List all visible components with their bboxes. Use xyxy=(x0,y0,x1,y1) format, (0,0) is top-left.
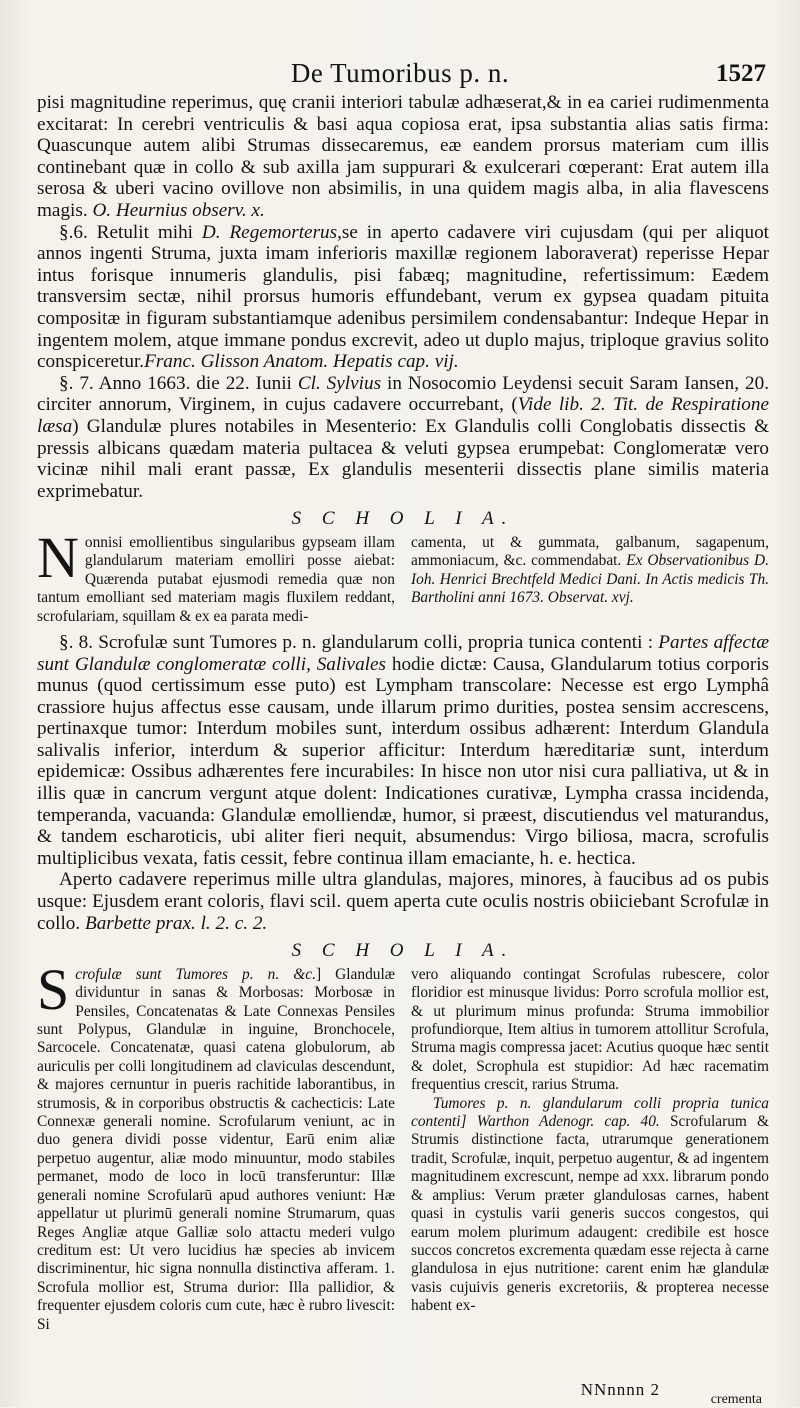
aperto-text: Aperto cadavere reperimus mille ultra glandulas, majores, minores, à faucibus ad os pubis usque: Ejusdem erant coloris, flavi scil. quem aperta cute oculis nostris obiiciebant Scrofulæ in collo. xyxy=(37,869,769,934)
page-number: 1527 xyxy=(716,60,766,87)
section-7-mid: in Nosocomio Leydensi secuit Saram Iansen, 20. circiter annorum, Virginem, in cujus cadavere occurrebant, ( xyxy=(37,372,770,416)
page-title: De Tumoribus p. n. xyxy=(290,58,510,88)
drop-cap-s: S xyxy=(37,956,70,1022)
scholia-heading-1: S C H O L I A. xyxy=(291,508,515,530)
section-8-text: hodie dictæ: Causa, Glandularum totius corporis munus (quod certissimum esse puto) est Lympham transcolare: Necesse est ergo Lymphâ crassiore hujus affectus esse causam, unde illarum primo durities, postea sensim accrescens, pertinaxque tumor: Interdum mobiles sunt, interdum ossibus adhærent: Interdum Glandula salivalis inferior, interdum & superior afficitur: Interdum hæreditariæ sunt, interdum epidemicæ: Ossibus adhærentes fere incurabiles: In hisce non utor nisi cura palliativa, ut & in illis quæ in cancrum vergunt atque dolent: Indicationes curativæ, Lympha crassa incidenda, temperanda, vacuanda: Glandulæ emolliendæ, humor, si præest, discutiendus vel maturandus, & tandem escharoticis, ubi aliter fieri nequit, absumendus: Virgo biliosa, macra, scrofulis multiplicibus vexata, fatis cessit, febre continua illam emaciante, h. e. hectica. xyxy=(37,653,770,869)
scholia-2-left-text: ] Glandulæ dividuntur in sanas & Morbosas: Morbosæ in Pensiles, Concatenatas & Late Connexas Pensiles sunt Polypus, Glandulæ in inguine, Bronchocele, Sarcocele. Concatenatæ, quasi catena globulorum, ab auriculis per colli longitudinem ad claviculas descendunt, & majores cernuntur in pueris rachitide laborantibus, in strumosis, & in corporibus obstructis & cachecticis: Late Connexæ generali nomine. Scrofularum veniunt, ac in duo genera dividi posse videntur, Earū enim aliæ perpetuo augentur, aliæ modo minuuntur, modo stabiles permanet, modo de loco in locū transferuntur: Illæ generali nomine Scrofularū apud authores veniunt: Hæ appellatur ut plurimū generali nomine Strumarum, quas Reges Angliæ atque Galliæ solo attactu mederi vulgo creditum est: Ut vero lucidius hæ species ab invicem discriminentur, hic signa nonnulla distinctiva afferam. 1. Scrofula mollior est, Struma durior: Illa pallidior, & frequenter ejusdem coloris cum cute, hæc è rubro livescit: Si xyxy=(37,965,396,1333)
drop-cap-n: N xyxy=(37,524,79,590)
partes-affectae: Partes affectæ sunt Glandulæ conglomeratæ colli, Salivales xyxy=(37,631,770,675)
cross-reference: Vide lib. 2. Tit. de Respiratione læsa xyxy=(37,394,769,437)
scholia-2-right-text: vero aliquando contingat Scrofulas rubescere, color floridior est minusque lividus: Porro scrofula mollior est, & ut plurimum minus profunda: Struma immobilior profundiorque, Item altius in tumorem attollitur Scrofula, Struma magis compressa jacet: Acutius quoque hæc sentit & dolet, Scrophula est stupidior: Ad hæc racematim frequentius crescit, rarius Struma. xyxy=(411,965,769,1094)
paragraph-1 xyxy=(37,92,769,222)
main-text xyxy=(37,92,769,1334)
signature-mark: NNnnnn 2 xyxy=(580,1380,660,1399)
paragraph-section-7 xyxy=(37,373,769,503)
scholia-2-left-column xyxy=(37,956,396,1334)
citation-barbette: Barbette prax. l. 2. c. 2. xyxy=(84,912,268,934)
paragraph-section-8 xyxy=(37,632,769,870)
section-7-text: ) Glandulæ plures notabiles in Mesenterio: Ex Glandulis colli Conglobatis dissectis & pressis albicans quædam materia pultacea & veluti gypsea erumpebat: Conglomeratæ vero vicinæ nihil mali erant passæ, Ex glandulis mesenterii dissectis plane similis materia exprimebatur. xyxy=(37,415,769,502)
citation-warthon: ] Warthon Adenogr. cap. 40. xyxy=(460,1113,660,1131)
paragraph-1-text: pisi magnitudine reperimus, quę cranii interiori tabulæ adhæserat,& in ea cariei rudimenmenta excitarat: In cerebri ventriculis & basi aqua copiosa erat, ipsa substantia alias satis firma: Quascunque autem alibi Strumas dissecaremus, eæ eandem prorsus materiam cum illis continebant quæ in collo & sub axilla jam suppurari & exulcerari cœperant: Erat autem illa serosa & uberi vacino ovillove non absimilis, in una quidem magis alba, in alia flavescens magis. xyxy=(37,92,769,221)
paragraph-section-6 xyxy=(37,222,769,373)
scholia-2-right-column xyxy=(411,966,769,1316)
scholia-2-columns xyxy=(37,956,770,1334)
scholia-1-right-column xyxy=(411,534,769,608)
section-8-start: §. 8. Scrofulæ sunt Tumores p. n. glandularum colli, propria tunica contenti : xyxy=(59,631,654,653)
scholia-1-left-text: onnisi emollientibus singularibus gypseam illam glandularum materiam emolliri posse aiebat: Quærenda putabat ejusmodi remedia quæ non tantum emolliant sed materiam magis fluxilem reddant, scrofulariam, squillam & ex ea parata medi- xyxy=(37,533,395,625)
catchword: crementa xyxy=(710,1392,762,1407)
paragraph-aperto-cadavere xyxy=(37,869,769,934)
citation-heurnius: O. Heurnius observ. x. xyxy=(92,199,265,221)
citation-brechtfeld: Ex Observationibus D. Ioh. Henrici Brechtfeld Medici Dani. In Actis medicis Th. Bartholini anni 1673. Observat. xvj. xyxy=(411,552,769,607)
scholia-2-right-lemma: Tumores p. n. glandularum colli propria tunica contenti xyxy=(411,1094,769,1131)
author-sylvius: Cl. Sylvius xyxy=(297,372,382,394)
scholia-1-columns xyxy=(37,524,769,626)
author-regemorterus: D. Regemorterus, xyxy=(201,221,342,243)
running-head xyxy=(0,58,800,94)
section-7-start: §. 7. Anno 1663. die 22. Iunii xyxy=(59,372,292,394)
scholia-2-right-text-2: Scrofularum & Strumis distinctione facta, utrarumque generationem tradit, Scrofulæ, inquit, perpetuo augentur, & ad ingentem magnitudinem excrescunt, nempe ad xxx. librarum pondo & amplius: Verum præter glandulosas carnes, habent quasi in cystulis varii generis succos congestos, qui earum molem plurimum adaugent: credibile est hosce succos concretos excrementa quædam esse rejecta à carne glandulosa in ejus nutritione: carent enim hæ glandulæ vasis cujuivis generis excretoriis, & propterea necesse habent ex- xyxy=(411,1113,770,1315)
scholia-1-left-column xyxy=(37,524,395,626)
scholia-2-lemma: crofulæ sunt Tumores p. n. &c. xyxy=(75,965,316,983)
scholia-heading-2: S C H O L I A. xyxy=(291,940,515,962)
citation-glisson: Franc. Glisson Anatom. Hepatis cap. vij. xyxy=(144,351,459,373)
section-6-start: §.6. Retulit mihi xyxy=(59,221,193,243)
scholia-1-right-text: camenta, ut & gummata, galbanum, sagapenum, ammoniacum, &c. commendabat. xyxy=(411,533,769,570)
section-6-text: se in aperto cadavere viri cujusdam (qui per aliquot annos ingenti Struma, juxta imam inferioris maxillæ regionem laboraverat) reperisse Hepar intus forisque innumeris glandulis, pisi fabæq; magnitudine, refertissimum: Eædem transversim sectæ, nihil prorsus humoris effundebant, verum ex gypsea quadam pituita compositæ in figuram substantiamque adenibus persimilem condensabantur: Indeque Hepar in ingentem molem, atque immane pondus excrevit, adeo ut duplo majus, triploque gravius solito conspiceretur. xyxy=(37,221,770,373)
